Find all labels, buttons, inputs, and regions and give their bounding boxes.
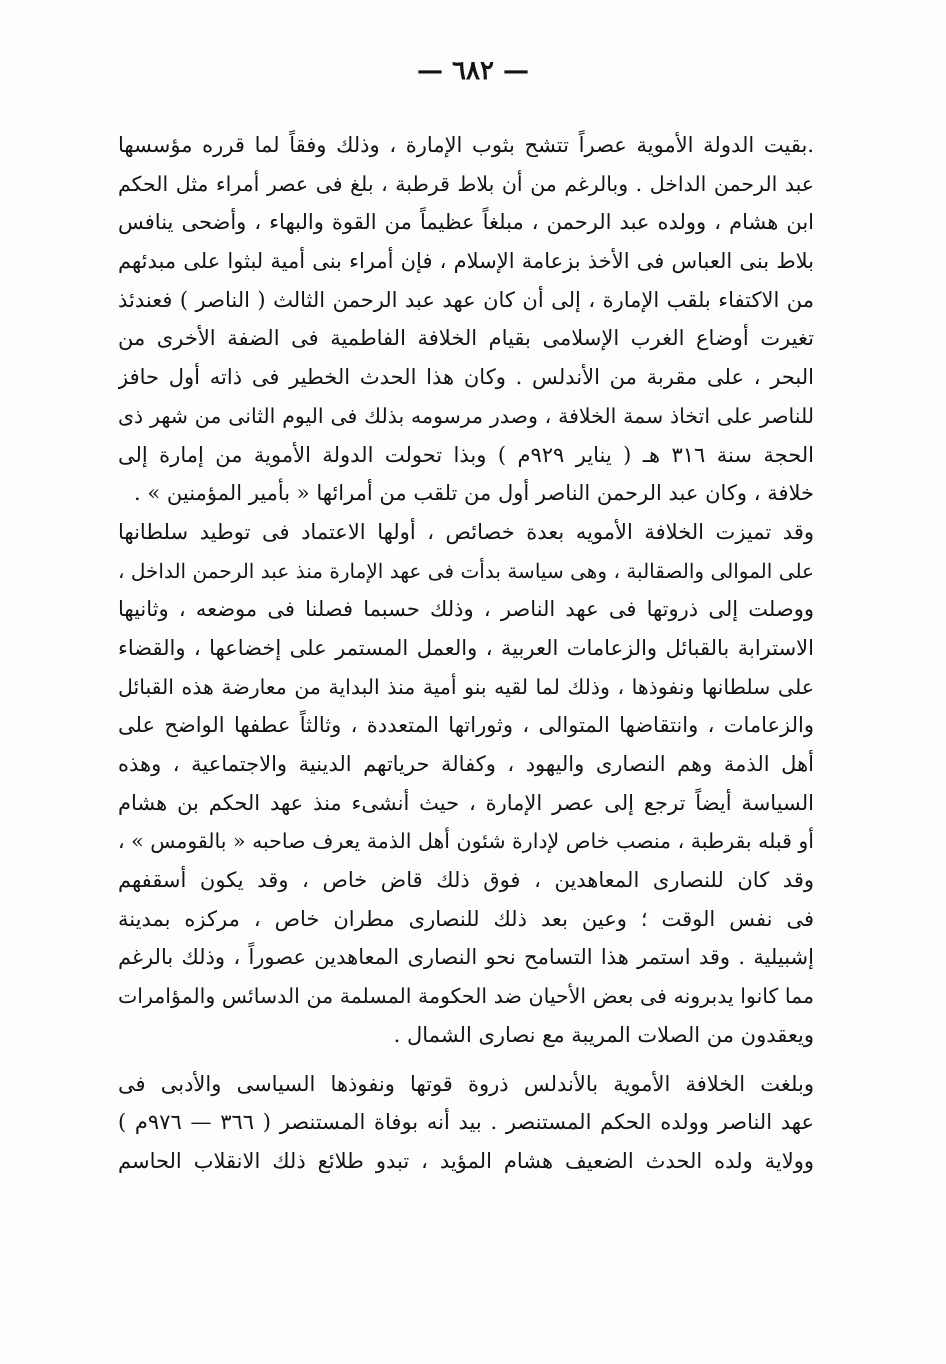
paragraph-1 — [118, 126, 814, 513]
text-line: .بقيت الدولة الأموية عصراً تتشح بثوب الإمارة ، وذلك وفقاً لما قرره مؤسسها — [118, 133, 814, 157]
text-line: الاسترابة بالقبائل والزعامات العربية ، والعمل المستمر على إخضاعها ، والقضاء — [118, 635, 814, 660]
text-line: السياسة أيضاً ترجع إلى عصر الإمارة ، حيث أنشىء منذ عهد الحكم بن هشام — [118, 790, 814, 815]
text-line: ابن هشام ، وولده عبد الرحمن ، مبلغاً عظيماً من القوة والبهاء ، وأضحى ينافس — [118, 210, 814, 235]
paragraph-3 — [118, 1065, 814, 1181]
text-line: خلافة ، وكان عبد الرحمن الناصر أول من تلقب من أمرائها « بأمير المؤمنين » . — [134, 481, 814, 506]
text-line: على الموالى والصقالبة ، وهى سياسة بدأت فى عهد الإمارة منذ عبد الرحمن الداخل ، — [118, 558, 814, 583]
page-number: — ٦٨٢ — — [416, 56, 530, 86]
text-line: من الاكتفاء بلقب الإمارة ، إلى أن كان عهد عبد الرحمن الثالث ( الناصر ) فعندئذ — [118, 287, 814, 312]
text-line: وبلغت الخلافة الأموية بالأندلس ذروة قوتها ونفوذها السياسى والأدبى فى — [118, 1071, 814, 1096]
text-line: عبد الرحمن الداخل . وبالرغم من أن بلاط قرطبة ، بلغ فى عصر أمراء مثل الحكم — [118, 171, 814, 196]
text-line: تغيرت أوضاع الغرب الإسلامى بقيام الخلافة الفاطمية فى الضفة الأخرى من — [118, 326, 814, 351]
text-line: البحر ، على مقربة من الأندلس . وكان هذا الحدث الخطير فى ذاته أول حافز — [118, 365, 814, 390]
text-line: أهل الذمة وهم النصارى واليهود ، وكفالة حرياتهم الدينية والاجتماعية ، وهذه — [118, 752, 814, 776]
text-line: على سلطانها ونفوذها ، وذلك لما لقيه بنو أمية منذ البداية من معارضة هذه القبائل — [118, 674, 814, 699]
text-line: وقد كان للنصارى المعاهدين ، فوق ذلك قاض خاص ، وقد يكون أسقفهم — [118, 868, 814, 893]
text-line: فى نفس الوقت ؛ وعين بعد ذلك للنصارى مطران خاص ، مركزه بمدينة — [118, 906, 814, 931]
text-line: ويعقدون من الصلات المريبة مع نصارى الشمال . — [393, 1022, 814, 1047]
text-line: للناصر على اتخاذ سمة الخلافة ، وصدر مرسومه بذلك فى اليوم الثانى من شهر ذى — [118, 403, 814, 428]
text-line: ووصلت إلى ذروتها فى عهد الناصر ، وذلك حسبما فصلنا فى موضعه ، وثانيها — [118, 597, 814, 622]
paragraph-2 — [118, 513, 814, 1055]
text-line: عهد الناصر وولده الحكم المستنصر . بيد أنه بوفاة المستنصر ( ٣٦٦ — ٩٧٦م ) — [118, 1110, 814, 1135]
text-line: بلاط بنى العباس فى الأخذ بزعامة الإسلام ، فإن أمراء بنى أمية لبثوا على مبدئهم — [118, 249, 814, 274]
text-line: وقد تميزت الخلافة الأمويه بعدة خصائص ، أولها الاعتماد فى توطيد سلطانها — [118, 519, 814, 544]
text-line: وولاية ولده الحدث الضعيف هشام المؤيد ، تبدو طلائع ذلك الانقلاب الحاسم — [118, 1148, 814, 1173]
paragraph-spacer — [118, 1055, 814, 1065]
text-line: مما كانوا يدبرونه فى بعض الأحيان ضد الحكومة المسلمة من الدسائس والمؤامرات — [118, 984, 814, 1009]
text-line: الحجة سنة ٣١٦ هـ ( يناير ٩٢٩م ) وبذا تحولت الدولة الأموية من إمارة إلى — [118, 442, 814, 467]
text-line: أو قبله بقرطبة ، منصب خاص لإدارة شئون أهل الذمة يعرف صاحبه « بالقومس » ، — [118, 829, 814, 854]
text-line: والزعامات ، وانتقاضها المتوالى ، وثوراتها المتعددة ، وثالثاً عطفها الواضح على — [118, 713, 814, 738]
text-line: إشبيلية . وقد استمر هذا التسامح نحو النصارى المعاهدين عصوراً ، وذلك بالرغم — [118, 945, 814, 970]
body-text — [118, 126, 814, 1181]
